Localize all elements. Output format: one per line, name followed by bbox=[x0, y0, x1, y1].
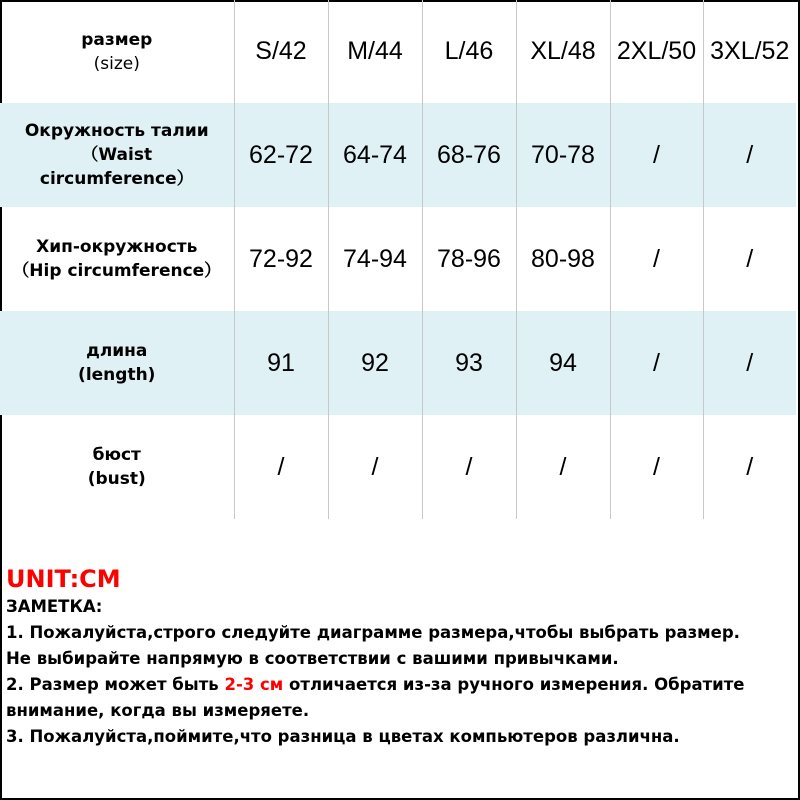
notes-section bbox=[6, 564, 792, 750]
table-cell: 64-74 bbox=[328, 103, 422, 207]
table-cell: 62-72 bbox=[234, 103, 328, 207]
table-cell: / bbox=[516, 415, 610, 519]
bust-label-line: бюст bbox=[92, 445, 141, 465]
note-text: отличается из-за ручного измерения. Обратите bbox=[283, 675, 745, 694]
size-header-2xl: 2XL/50 bbox=[610, 0, 703, 103]
table-cell: / bbox=[610, 103, 703, 207]
table-cell: 80-98 bbox=[516, 207, 610, 311]
table-cell: / bbox=[703, 415, 796, 519]
table-cell: 93 bbox=[422, 311, 516, 415]
table-cell: / bbox=[703, 103, 796, 207]
bust-label-cell bbox=[0, 415, 234, 519]
table-cell: / bbox=[610, 311, 703, 415]
note-line bbox=[6, 672, 792, 698]
table-cell: / bbox=[610, 415, 703, 519]
size-header-3xl: 3XL/52 bbox=[703, 0, 796, 103]
size-header-s: S/42 bbox=[234, 0, 328, 103]
table-cell: 91 bbox=[234, 311, 328, 415]
length-label-line: (length) bbox=[78, 365, 156, 385]
table-cell: 70-78 bbox=[516, 103, 610, 207]
size-header-m: M/44 bbox=[328, 0, 422, 103]
table-cell: 72-92 bbox=[234, 207, 328, 311]
table-cell: 92 bbox=[328, 311, 422, 415]
table-cell: / bbox=[610, 207, 703, 311]
bust-row bbox=[0, 415, 796, 519]
size-label-en: (size) bbox=[93, 53, 140, 74]
note-text: 2. Размер может быть bbox=[6, 675, 225, 694]
length-label-line: длина bbox=[86, 341, 148, 361]
unit-label: UNIT:CM bbox=[6, 565, 121, 593]
size-header-l: L/46 bbox=[422, 0, 516, 103]
note-line: Не выбирайте напрямую в соответствии с вашими привычками. bbox=[6, 649, 619, 668]
hip-label-cell bbox=[0, 207, 234, 311]
waist-label-cell bbox=[0, 103, 234, 207]
hip-row bbox=[0, 207, 796, 311]
size-label-cell bbox=[0, 0, 234, 103]
waist-label-line: circumference） bbox=[39, 169, 194, 189]
table-cell: / bbox=[703, 207, 796, 311]
waist-label-line: （Waist bbox=[81, 145, 153, 165]
note-line: внимание, когда вы измеряете. bbox=[6, 701, 310, 720]
hip-label-line: Хип-окружность bbox=[36, 237, 198, 257]
table-cell: 94 bbox=[516, 311, 610, 415]
table-cell: / bbox=[328, 415, 422, 519]
size-header-xl: XL/48 bbox=[516, 0, 610, 103]
bust-label-line: (bust) bbox=[87, 469, 146, 489]
header-row bbox=[0, 0, 796, 103]
table-cell: / bbox=[422, 415, 516, 519]
waist-row bbox=[0, 103, 796, 207]
length-label-cell bbox=[0, 311, 234, 415]
table-cell: / bbox=[703, 311, 796, 415]
length-row bbox=[0, 311, 796, 415]
size-label-ru: размер bbox=[81, 29, 153, 50]
tolerance-highlight: 2-3 см bbox=[224, 675, 284, 694]
note-line: 1. Пожалуйста,строго следуйте диаграмме размера,чтобы выбрать размер. bbox=[6, 623, 740, 642]
table-cell: 74-94 bbox=[328, 207, 422, 311]
notes-heading: ЗАМЕТКА: bbox=[6, 597, 103, 616]
note-line: 3. Пожалуйста,поймите,что разница в цветах компьютеров различна. bbox=[6, 727, 680, 746]
table-cell: 68-76 bbox=[422, 103, 516, 207]
hip-label-line: （Hip circumference） bbox=[12, 261, 222, 281]
table-cell: 78-96 bbox=[422, 207, 516, 311]
table-cell: / bbox=[234, 415, 328, 519]
waist-label-line: Окружность талии bbox=[24, 121, 209, 141]
